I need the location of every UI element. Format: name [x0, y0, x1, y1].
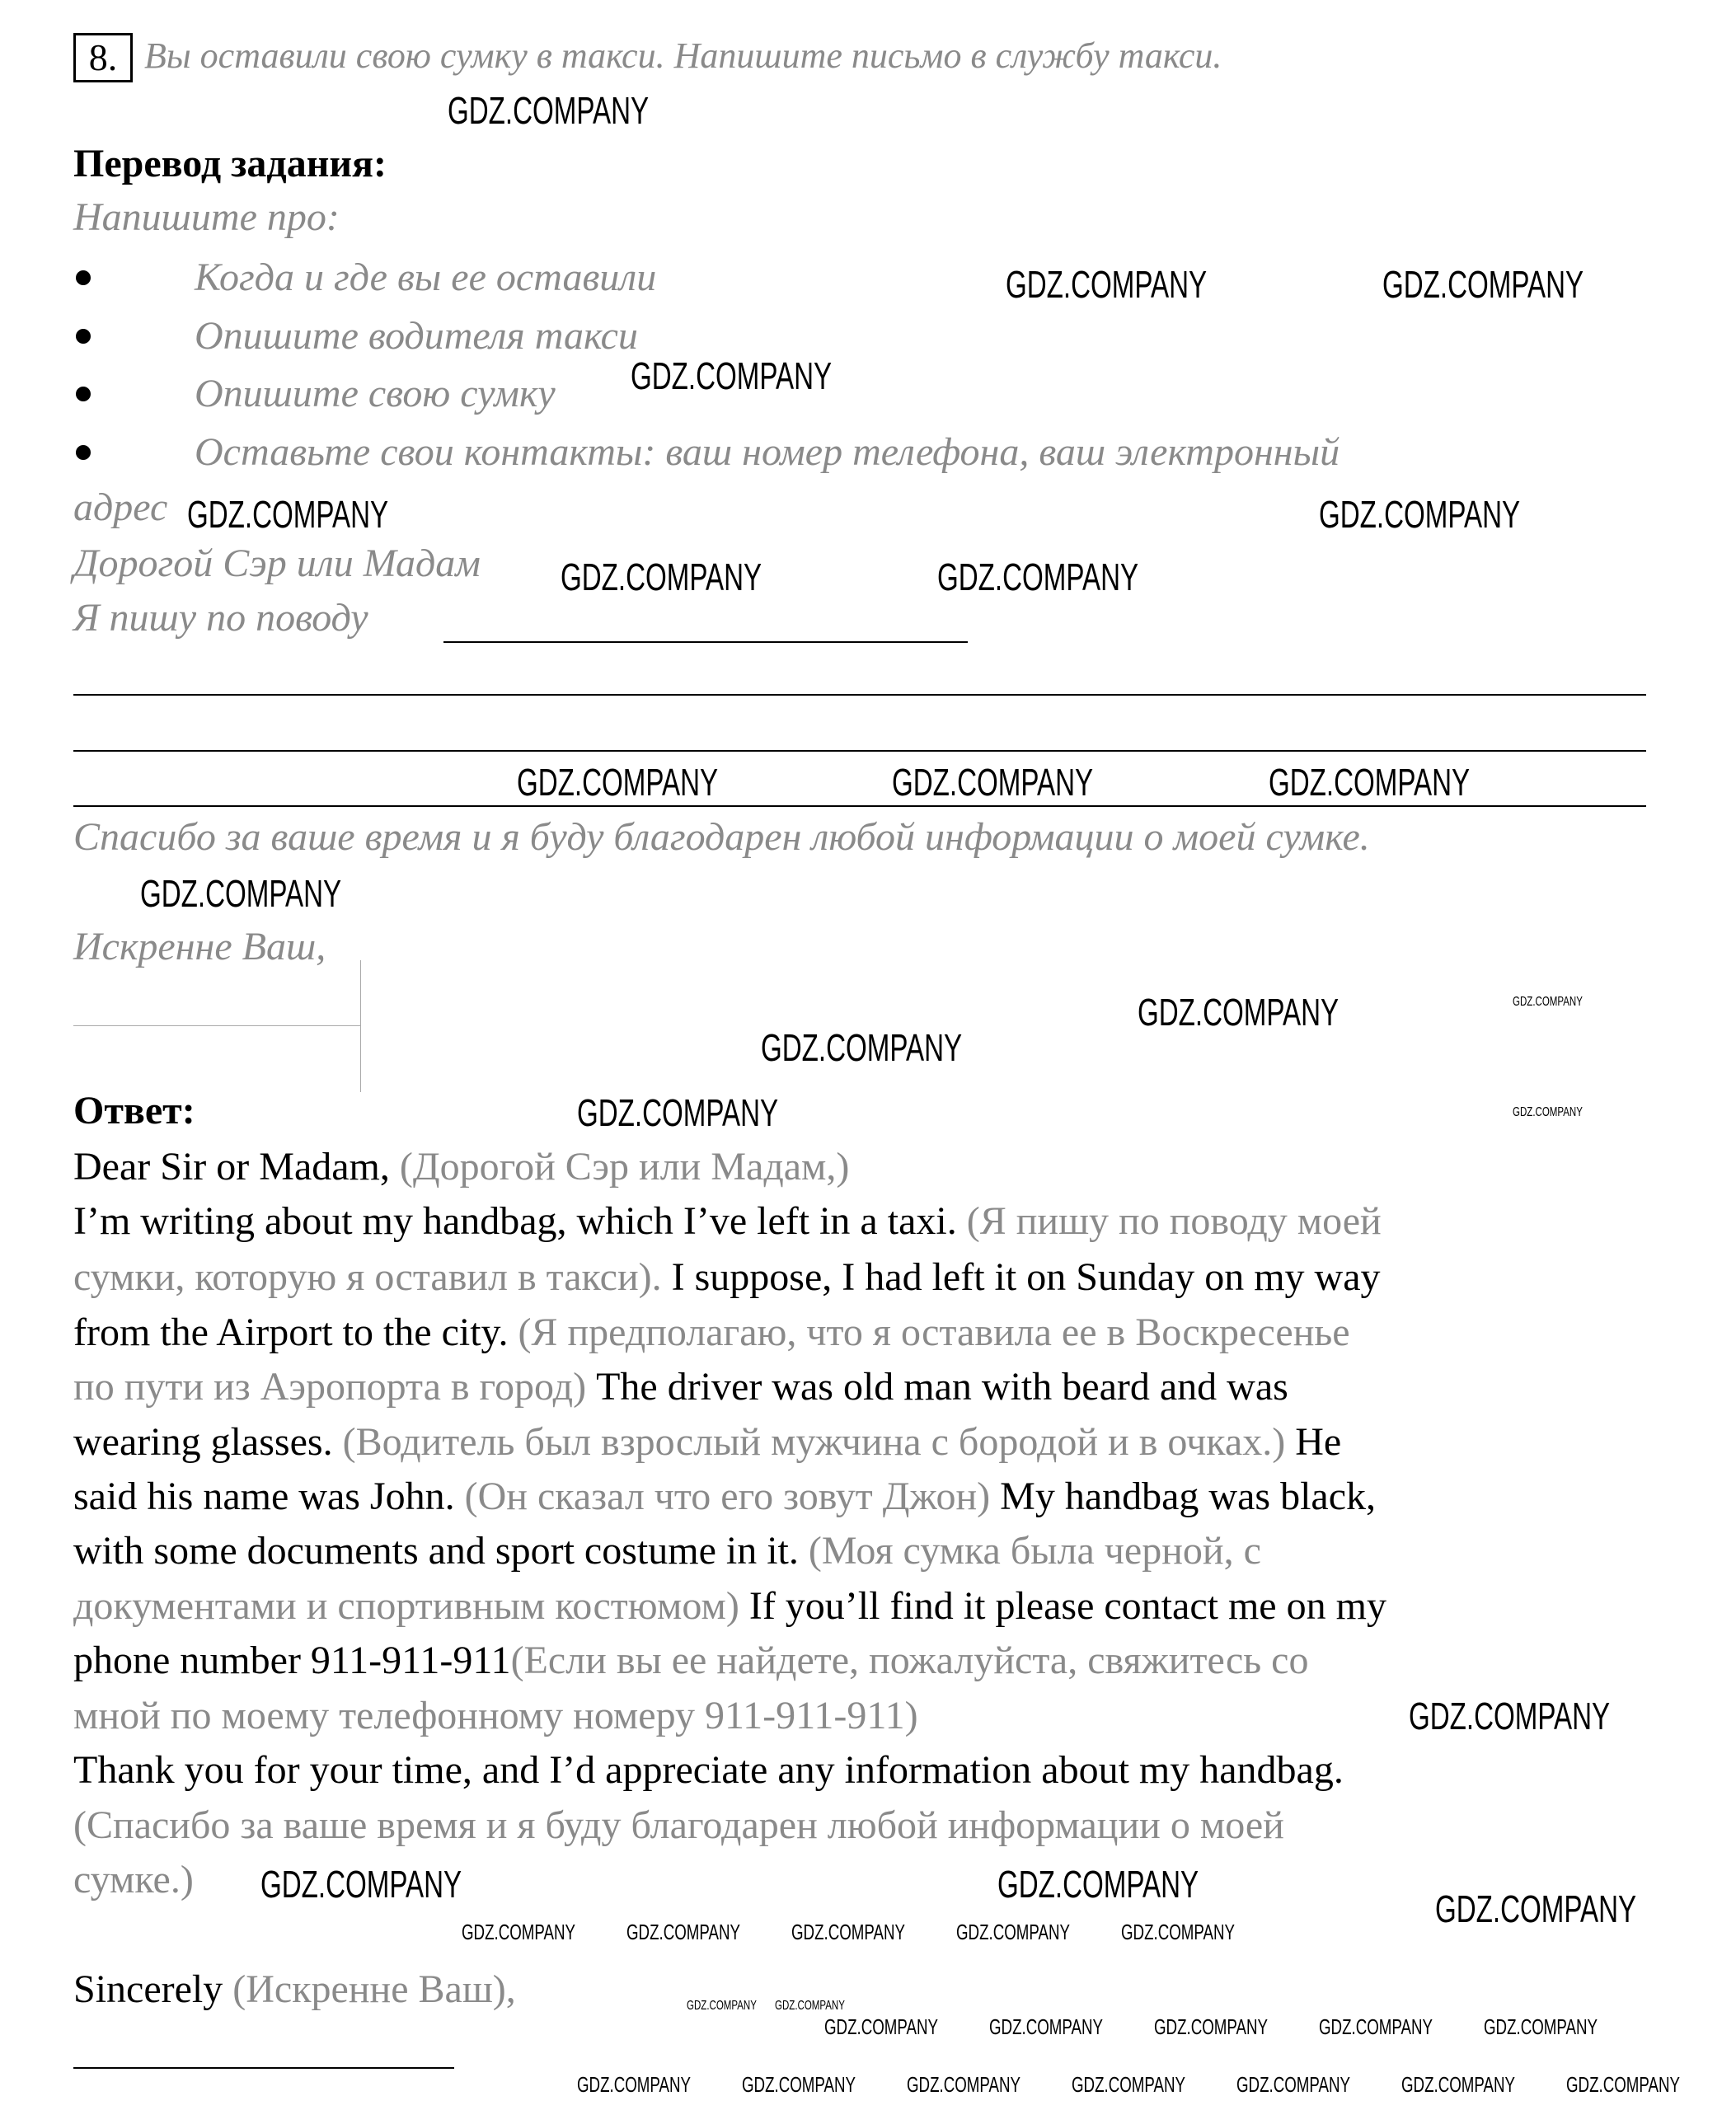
watermark: GDZ.COMPANY: [1138, 991, 1340, 1034]
answer-line: [73, 1693, 918, 1739]
answer-line: [73, 1638, 1308, 1684]
answer-line: [73, 1857, 194, 1903]
watermark: GDZ.COMPANY: [742, 2072, 856, 2097]
english-segment: said his name was John.: [73, 1475, 465, 1518]
answer-line: [73, 1747, 1344, 1794]
bullet-item: Оставьте свои контакты: ваш номер телефона, ваш электронный: [195, 430, 1340, 474]
watermark: GDZ.COMPANY: [260, 1863, 462, 1906]
watermark: GDZ.COMPANY: [1236, 2072, 1350, 2097]
translation-segment: документами и спортивным костюмом): [73, 1584, 749, 1628]
translation-heading: Перевод задания:: [73, 142, 387, 185]
bullet-icon: [76, 329, 91, 344]
translation-segment: (Я предполагаю, что я оставила ее в Воскресенье: [518, 1311, 1350, 1354]
watermark: GDZ.COMPANY: [1566, 2072, 1680, 2097]
template-greeting: Дорогой Сэр или Мадам: [73, 542, 481, 585]
watermark: GDZ.COMPANY: [1319, 2014, 1433, 2039]
answer-line: [73, 1198, 1382, 1245]
translation-segment: (Если вы ее найдете, пожалуйста, свяжитесь со: [510, 1639, 1309, 1682]
english-segment: from the Airport to the city.: [73, 1311, 518, 1354]
watermark: GDZ.COMPANY: [626, 1920, 740, 1944]
english-segment: If you’ll find it please contact me on my: [748, 1584, 1386, 1628]
watermark: GDZ.COMPANY: [989, 2014, 1103, 2039]
answer-heading: Ответ:: [73, 1089, 195, 1132]
watermark: GDZ.COMPANY: [956, 1920, 1070, 1944]
answer-line: [73, 1474, 1376, 1520]
answer-line: [73, 1803, 1284, 1849]
bullet-continuation: адрес: [73, 485, 168, 529]
answer-line: [73, 1364, 1288, 1410]
watermark: GDZ.COMPANY: [997, 1863, 1199, 1906]
watermark: GDZ.COMPANY: [791, 1920, 905, 1944]
watermark: GDZ.COMPANY: [1006, 263, 1208, 306]
bullet-icon: [76, 387, 91, 401]
answer-line: [73, 1254, 1381, 1301]
watermark: GDZ.COMPANY: [1072, 2072, 1185, 2097]
watermark: GDZ.COMPANY: [1319, 493, 1521, 536]
english-segment: I’m writing about my handbag, which I’ve left in a taxi.: [73, 1199, 967, 1243]
translation-segment: мной по моему телефонному номеру 911-911-911): [73, 1694, 918, 1737]
answer-line: [73, 1419, 1341, 1465]
answer-line: [73, 1310, 1350, 1356]
answer-line: [73, 1528, 1261, 1574]
bullet-item: Когда и где вы ее оставили: [195, 256, 657, 299]
watermark: GDZ.COMPANY: [1121, 1920, 1235, 1944]
watermark: GDZ.COMPANY: [775, 1999, 845, 2013]
bullet-icon: [76, 445, 91, 460]
watermark: GDZ.COMPANY: [892, 761, 1094, 804]
english-segment: with some documents and sport costume in it.: [73, 1529, 809, 1573]
task-number: 8.: [73, 33, 133, 82]
template-signoff: Искренне Ваш,: [73, 925, 326, 968]
watermark: GDZ.COMPANY: [577, 1091, 779, 1134]
watermark: GDZ.COMPANY: [517, 761, 719, 804]
answer-signoff: [73, 1967, 516, 2013]
watermark: GDZ.COMPANY: [1513, 995, 1583, 1009]
watermark: GDZ.COMPANY: [561, 556, 762, 598]
watermark: GDZ.COMPANY: [1154, 2014, 1268, 2039]
translation-segment: (Дорогой Сэр или Мадам,): [399, 1145, 850, 1189]
watermark: GDZ.COMPANY: [1401, 2072, 1515, 2097]
watermark: GDZ.COMPANY: [1484, 2014, 1598, 2039]
sincerely-translation: (Искренне Ваш),: [232, 1967, 516, 2011]
watermark: GDZ.COMPANY: [687, 1999, 757, 2013]
answer-line: [73, 1144, 849, 1190]
translation-segment: по пути из Аэропорта в город): [73, 1365, 597, 1409]
watermark: GDZ.COMPANY: [1409, 1695, 1611, 1737]
english-segment: The driver was old man with beard and was: [596, 1365, 1288, 1409]
watermark: GDZ.COMPANY: [187, 493, 389, 536]
watermark: GDZ.COMPANY: [1382, 263, 1584, 306]
blank-line: [73, 694, 1646, 696]
sincerely-text: Sincerely: [73, 1967, 233, 2011]
translation-segment: (Я пишу по поводу моей: [966, 1199, 1382, 1243]
translation-segment: сумки, которую я оставил в такси).: [73, 1255, 672, 1299]
answer-line: [73, 1583, 1386, 1629]
english-segment: Thank you for your time, and I’d appreciate any information about my handbag.: [73, 1748, 1344, 1792]
task-instruction: Вы оставили свою сумку в такси. Напишите письмо в службу такси.: [144, 35, 1222, 76]
blank-line: [73, 805, 1646, 807]
signature-line: [73, 2067, 454, 2069]
watermark: GDZ.COMPANY: [462, 1920, 575, 1944]
translation-segment: (Спасибо за ваше время и я буду благодарен любой информации о моей: [73, 1803, 1284, 1847]
watermark: GDZ.COMPANY: [140, 872, 342, 915]
template-writing-about: Я пишу по поводу: [73, 596, 368, 640]
watermark: GDZ.COMPANY: [631, 354, 833, 397]
watermark: GDZ.COMPANY: [1513, 1105, 1583, 1119]
translation-segment: (Водитель был взрослый мужчина с бородой и в очках.): [342, 1420, 1296, 1464]
bullet-icon: [76, 270, 91, 285]
bullet-item: Опишите водителя такси: [195, 314, 638, 358]
english-segment: He: [1295, 1420, 1342, 1464]
signature-line: [73, 1025, 360, 1026]
watermark: GDZ.COMPANY: [761, 1026, 963, 1069]
translation-segment: (Он сказал что его зовут Джон): [464, 1475, 1001, 1518]
english-segment: My handbag was black,: [1000, 1475, 1377, 1518]
watermark: GDZ.COMPANY: [577, 2072, 691, 2097]
watermark: GDZ.COMPANY: [448, 89, 650, 132]
blank-line: [443, 641, 968, 643]
blank-line: [73, 750, 1646, 752]
watermark: GDZ.COMPANY: [1269, 761, 1471, 804]
watermark: GDZ.COMPANY: [907, 2072, 1020, 2097]
english-segment: I suppose, I had left it on Sunday on my way: [671, 1255, 1381, 1299]
template-thanks: Спасибо за ваше время и я буду благодарен любой информации о моей сумке.: [73, 815, 1370, 859]
english-segment: wearing glasses.: [73, 1420, 343, 1464]
translation-segment: (Моя сумка была черной, с: [808, 1529, 1261, 1573]
divider: [360, 960, 361, 1092]
bullet-item: Опишите свою сумку: [195, 372, 556, 415]
watermark: GDZ.COMPANY: [937, 556, 1139, 598]
watermark: GDZ.COMPANY: [824, 2014, 938, 2039]
translation-segment: сумке.): [73, 1858, 194, 1901]
english-segment: Dear Sir or Madam,: [73, 1145, 400, 1189]
watermark: GDZ.COMPANY: [1435, 1887, 1637, 1930]
translation-intro: Напишите про:: [73, 195, 340, 239]
english-segment: phone number 911-911-911: [73, 1639, 511, 1682]
